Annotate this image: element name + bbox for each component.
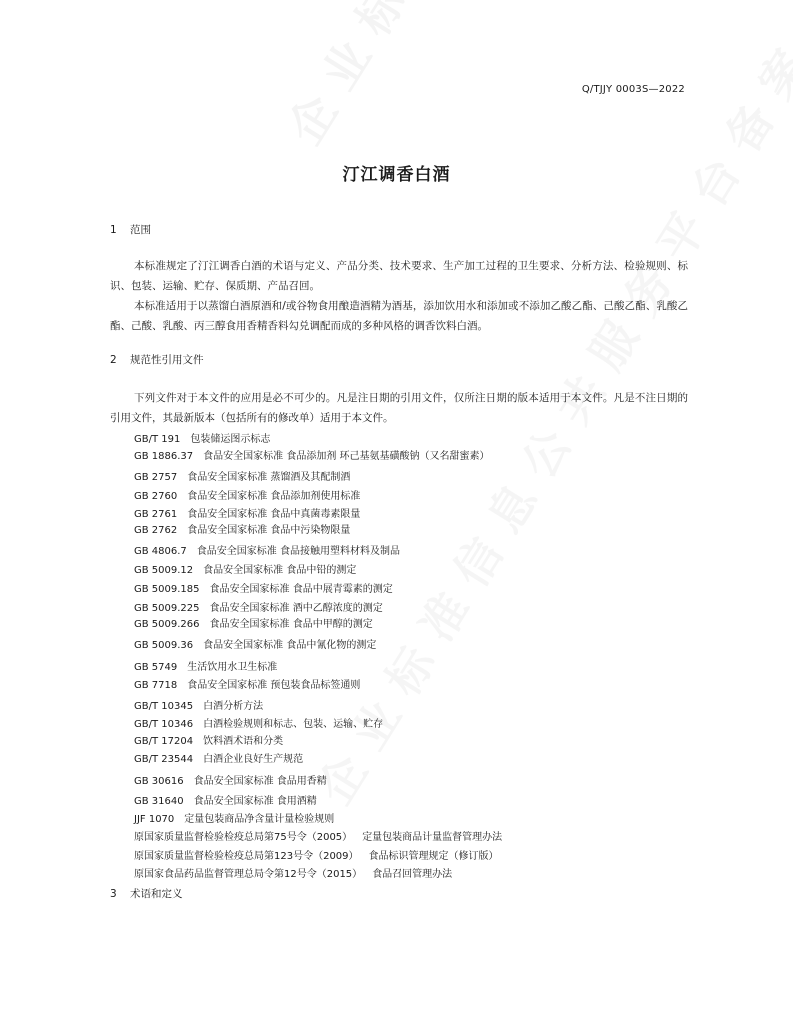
reference-item — [134, 715, 383, 730]
reference-code: GB 7718 — [134, 680, 178, 691]
reference-code: GB 5009.266 — [134, 619, 200, 630]
reference-code: GB 1886.37 — [134, 451, 194, 462]
reference-item — [134, 487, 360, 502]
reference-code: GB 31640 — [134, 796, 184, 807]
reference-title: 定量包装商品净含量计量检验规则 — [184, 814, 335, 825]
document-number: Q/TJJY 0003S—2022 — [581, 84, 685, 95]
reference-code: GB/T 23544 — [134, 754, 194, 765]
reference-code: JJF 1070 — [134, 814, 175, 825]
reference-code: GB/T 10346 — [134, 719, 194, 730]
section-2-heading — [110, 352, 204, 367]
reference-item — [134, 542, 400, 557]
reference-item — [134, 772, 327, 787]
reference-item — [134, 847, 499, 862]
reference-item — [134, 810, 334, 825]
reference-item — [134, 599, 383, 614]
reference-title: 生活饮用水卫生标准 — [187, 662, 278, 673]
reference-item — [134, 697, 263, 712]
reference-title: 定量包装商品计量监督管理办法 — [362, 832, 503, 843]
reference-code: 原国家食品药品监督管理总局令第12号令（2015） — [134, 869, 363, 880]
reference-item — [134, 430, 270, 445]
reference-item — [134, 676, 360, 691]
reference-title: 食品安全国家标准 食品添加剂 环己基氨基磺酸钠（又名甜蜜素） — [203, 451, 490, 462]
reference-item — [134, 615, 373, 630]
reference-code: GB 2762 — [134, 525, 178, 536]
reference-code: GB 30616 — [134, 776, 184, 787]
reference-title: 食品标识管理规定（修订版） — [368, 851, 499, 862]
reference-code: GB 5009.225 — [134, 603, 200, 614]
reference-code: 原国家质量监督检验检疫总局第75号令（2005） — [134, 832, 353, 843]
reference-title: 食品安全国家标准 食品中污染物限量 — [187, 525, 351, 536]
section-1-heading — [110, 222, 151, 237]
reference-title: 饮料酒术语和分类 — [203, 736, 284, 747]
reference-item — [134, 828, 502, 843]
reference-title: 白酒企业良好生产规范 — [203, 754, 304, 765]
reference-title: 食品安全国家标准 食品中铅的测定 — [203, 565, 357, 576]
reference-title: 食品安全国家标准 食品中氰化物的测定 — [203, 640, 377, 651]
reference-title: 食品安全国家标准 预包装食品标签通则 — [187, 680, 361, 691]
section-number: 1 — [110, 224, 117, 236]
reference-code: GB 2757 — [134, 472, 178, 483]
paragraph: 本标准适用于以蒸馏白酒原酒和/或谷物食用酿造酒精为酒基，添加饮用水和添加或不添加乙酸乙酯、己酸乙酯、乳酸乙酯、己酸、乳酸、丙三醇食用香精香料勾兑调配而成的多种风格的调香饮料白酒。 — [110, 300, 688, 332]
reference-title: 食品安全国家标准 食用酒精 — [193, 796, 317, 807]
paragraph: 本标准规定了汀江调香白酒的术语与定义、产品分类、技术要求、生产加工过程的卫生要求、分析方法、检验规则、标识、包装、运输、贮存、保质期、产品召回。 — [110, 260, 688, 292]
reference-item — [134, 750, 303, 765]
reference-item — [134, 580, 393, 595]
reference-item — [134, 561, 356, 576]
reference-code: GB/T 17204 — [134, 736, 194, 747]
reference-item — [134, 447, 490, 462]
document-title: 汀江调香白酒 — [342, 165, 451, 185]
reference-code: GB 5009.36 — [134, 640, 194, 651]
section-3-heading — [110, 886, 183, 901]
reference-item — [134, 468, 350, 483]
reference-code: GB 5009.12 — [134, 565, 194, 576]
reference-title: 食品安全国家标准 蒸馏酒及其配制酒 — [187, 472, 351, 483]
reference-item — [134, 792, 317, 807]
section-title: 术语和定义 — [130, 888, 183, 900]
reference-title: 食品安全国家标准 食品中甲醇的测定 — [209, 619, 373, 630]
reference-item — [134, 636, 376, 651]
reference-code: GB 5749 — [134, 662, 178, 673]
reference-item — [134, 505, 360, 520]
section-number: 2 — [110, 354, 117, 366]
reference-title: 白酒分析方法 — [203, 701, 264, 712]
reference-code: GB 2761 — [134, 509, 178, 520]
reference-title: 食品安全国家标准 食品接触用塑料材料及制品 — [196, 546, 400, 557]
reference-title: 食品安全国家标准 酒中乙醇浓度的测定 — [209, 603, 383, 614]
section-title: 范围 — [130, 224, 151, 236]
reference-code: GB 5009.185 — [134, 584, 200, 595]
reference-code: GB/T 191 — [134, 434, 181, 445]
reference-title: 食品召回管理办法 — [372, 869, 453, 880]
reference-item — [134, 658, 277, 673]
reference-title: 白酒检验规则和标志、包装、运输、贮存 — [203, 719, 384, 730]
reference-code: 原国家质量监督检验检疫总局第123号令（2009） — [134, 851, 359, 862]
section-title: 规范性引用文件 — [130, 354, 204, 366]
reference-code: GB/T 10345 — [134, 701, 194, 712]
paragraph: 下列文件对于本文件的应用是必不可少的。凡是注日期的引用文件，仅所注日期的版本适用于本文件。凡是不注日期的引用文件，其最新版本（包括所有的修改单）适用于本文件。 — [110, 392, 688, 424]
reference-code: GB 2760 — [134, 491, 178, 502]
reference-title: 包装储运图示标志 — [190, 434, 271, 445]
section-number: 3 — [110, 888, 117, 900]
reference-title: 食品安全国家标准 食品添加剂使用标准 — [187, 491, 361, 502]
reference-item — [134, 865, 452, 880]
reference-item — [134, 521, 350, 536]
reference-title: 食品安全国家标准 食品用香精 — [193, 776, 327, 787]
reference-code: GB 4806.7 — [134, 546, 187, 557]
reference-title: 食品安全国家标准 食品中展青霉素的测定 — [209, 584, 393, 595]
reference-item — [134, 732, 283, 747]
reference-title: 食品安全国家标准 食品中真菌毒素限量 — [187, 509, 361, 520]
